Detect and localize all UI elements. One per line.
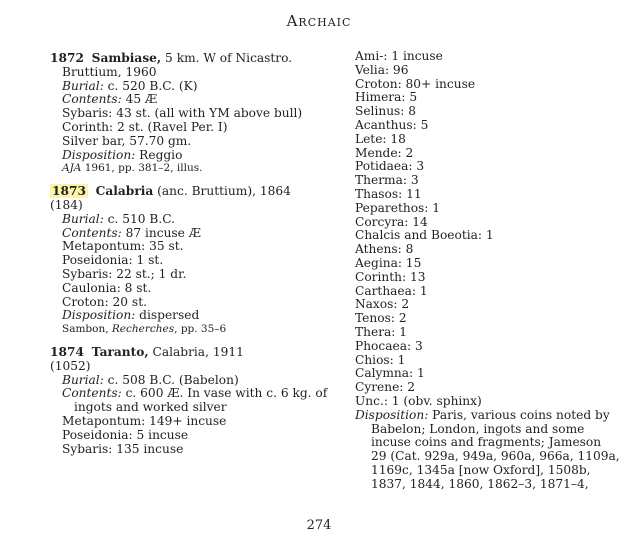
mint-line: Potidaea: 3 — [355, 159, 425, 174]
entry-place: Taranto, — [91, 344, 149, 359]
entry-number: 1874 — [50, 344, 84, 359]
field-label: Contents: — [62, 225, 122, 240]
disposition-line: 29 (Cat. 929a, 949a, 960a, 966a, 1109a, — [371, 449, 620, 464]
mint-line: Thera: 1 — [355, 324, 408, 339]
mint-line: Himera: 5 — [355, 90, 418, 105]
field-label: Disposition: — [355, 407, 429, 422]
field-value: 45 Æ — [121, 92, 158, 107]
disposition-line: Disposition: Paris, various coins noted by — [355, 407, 610, 422]
entry-line: Metapontum: 149+ incuse — [62, 413, 227, 428]
entry-line — [50, 213, 340, 227]
entry-line: Sybaris: 22 st.; 1 dr. — [62, 266, 187, 281]
mint-line: Cyrene: 2 — [355, 380, 416, 395]
mint-line: Mende: 2 — [355, 145, 414, 160]
mint-line: Athens: 8 — [355, 242, 414, 257]
entry-heading-rest: 5 km. W of Nicastro. — [161, 51, 293, 65]
mint-line: Corcyra: 14 — [355, 214, 428, 229]
entry-line — [50, 80, 340, 94]
disposition-line: 1837, 1844, 1860, 1862–3, 1871–4, — [371, 476, 589, 491]
bibliography-ref: Sambon, Recherches, pp. 35–6 — [62, 323, 227, 336]
mint-line: Lete: 18 — [355, 131, 406, 146]
field-label: Burial: — [62, 78, 104, 93]
disposition-line: incuse coins and fragments; Jameson — [371, 435, 602, 450]
mint-line: Velia: 96 — [355, 62, 409, 77]
field-label: Burial: — [62, 211, 104, 226]
entry-heading — [50, 52, 340, 66]
entry-subnumber: (1052) — [50, 358, 91, 373]
hoard-entry-1873 — [50, 185, 340, 337]
field-value: Reggio — [135, 147, 183, 162]
entry-line — [50, 227, 340, 241]
entry-heading-rest: (anc. Bruttium), 1864 — [153, 184, 291, 199]
entry-line — [50, 149, 340, 163]
entry-line: Poseidonia: 5 incuse — [62, 427, 189, 442]
mint-line: Tenos: 2 — [355, 311, 407, 326]
page-number: 274 — [306, 518, 332, 533]
mint-line: Peparethos: 1 — [355, 200, 441, 215]
entry-line — [50, 374, 340, 388]
entry-line — [50, 387, 340, 401]
field-label: Contents: — [62, 386, 122, 401]
mint-line: Acanthus: 5 — [355, 117, 429, 132]
mint-line: Therma: 3 — [355, 173, 419, 188]
entry-place: Sambiase, — [91, 51, 162, 65]
mint-line: Calymna: 1 — [355, 366, 425, 381]
entry-place: Calabria — [95, 184, 154, 199]
entry-line: Silver bar, 57.70 gm. — [62, 133, 192, 148]
mint-line: Corinth: 13 — [355, 269, 426, 284]
disposition-line: 1169c, 1345a [now Oxford], 1508b, — [371, 462, 591, 477]
entry-line: Sybaris: 135 incuse — [62, 441, 184, 456]
bibliography-ref: AJA 1961, pp. 381–2, illus. — [62, 162, 203, 175]
mint-line: Selinus: 8 — [355, 104, 417, 119]
field-label: Contents: — [62, 92, 122, 107]
mint-line: Carthaea: 1 — [355, 283, 428, 298]
entry-line: Croton: 20 st. — [62, 294, 147, 309]
field-value: c. 508 B.C. (Babelon) — [103, 372, 239, 387]
hoard-entry-1872 — [50, 52, 340, 176]
entry-heading — [50, 185, 340, 199]
mint-line: Naxos: 2 — [355, 297, 410, 312]
mint-line: Phocaea: 3 — [355, 338, 423, 353]
entry-line: Corinth: 2 st. (Ravel Per. I) — [62, 119, 228, 134]
field-value: 87 incuse Æ — [121, 225, 201, 240]
entry-subnumber: (184) — [50, 197, 83, 212]
entry-heading-rest: Calabria, 1911 — [148, 344, 244, 359]
mint-line: Croton: 80+ incuse — [355, 76, 476, 91]
mint-line: Aegina: 15 — [355, 255, 422, 270]
left-column — [50, 52, 340, 465]
field-label: Burial: — [62, 372, 104, 387]
entry-line: Sybaris: 43 st. (all with ΥΜ above bull) — [62, 106, 303, 121]
entry-heading — [50, 346, 340, 360]
right-column — [355, 50, 625, 492]
mint-line: Chalcis and Boeotia: 1 — [355, 228, 494, 243]
entry-number: 1872 — [50, 51, 84, 65]
field-value: c. 510 B.C. — [103, 211, 175, 226]
field-value: dispersed — [135, 308, 200, 323]
entry-line — [50, 309, 340, 323]
field-label: Disposition: — [62, 308, 136, 323]
entry-number: 1873 — [52, 184, 86, 199]
mint-line: Chios: 1 — [355, 352, 406, 367]
running-header: Archaic — [286, 12, 352, 30]
field-value: c. 600 Æ. In vase with c. 6 kg. of — [121, 386, 328, 401]
entry-line: Poseidonia: 1 st. — [62, 253, 164, 268]
disposition-line: Babelon; London, ingots and some — [371, 421, 585, 436]
field-label: Disposition: — [62, 147, 136, 162]
entry-line: Bruttium, 1960 — [62, 64, 157, 79]
mint-line: Ami-: 1 incuse — [355, 49, 443, 63]
hoard-entry-1874 — [50, 346, 340, 456]
field-value: c. 520 B.C. (K) — [103, 78, 198, 93]
entry-line: Caulonia: 8 st. — [62, 280, 152, 295]
mint-line: Unc.: 1 (obv. sphinx) — [355, 393, 482, 408]
mint-line: Thasos: 11 — [355, 186, 422, 201]
entry-line — [50, 93, 340, 107]
entry-line: ingots and worked silver — [74, 400, 227, 415]
entry-line: Metapontum: 35 st. — [62, 239, 184, 254]
